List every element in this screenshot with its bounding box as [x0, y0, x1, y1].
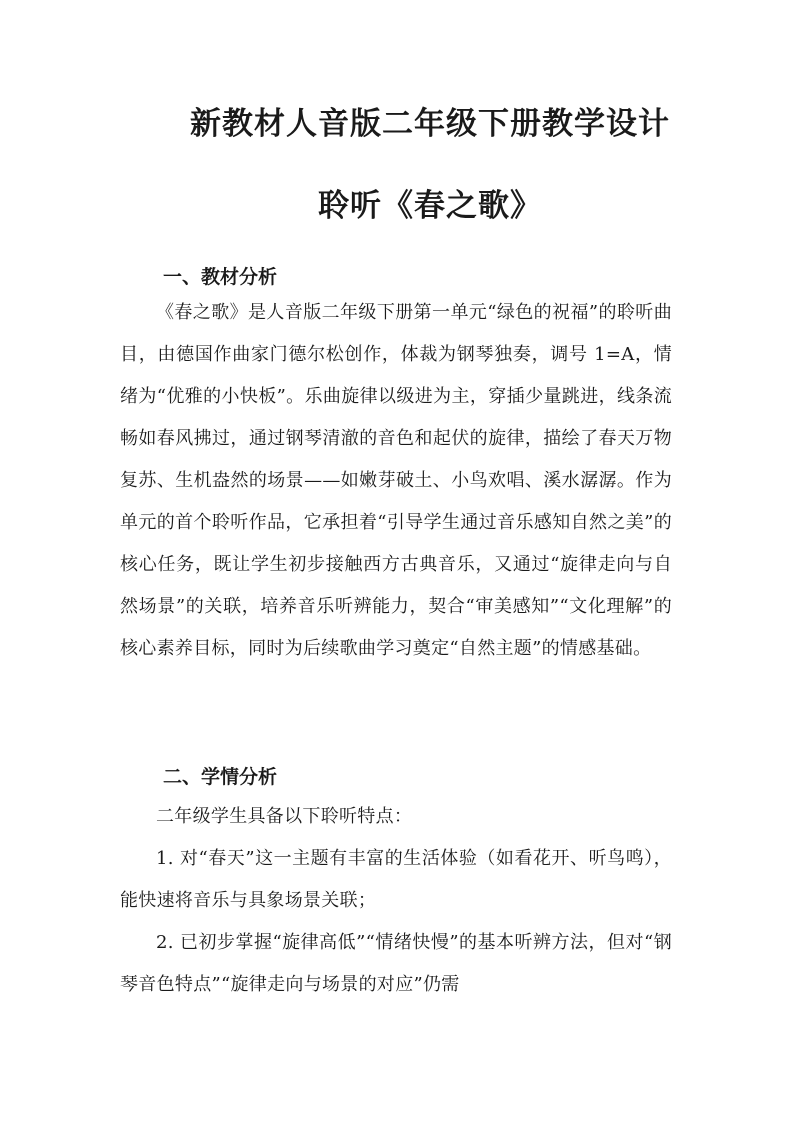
section-heading-student-analysis: 二、学情分析	[163, 766, 278, 788]
student-analysis-intro: 二年级学生具备以下聆听特点：	[156, 806, 413, 827]
document-subtitle: 聆听《春之歌》	[318, 188, 542, 224]
student-analysis-item-2: 2. 已初步掌握“旋律高低”“情绪快慢”的基本听辨方法，但对“钢琴音色特点”“旋律走向与场景的对应”仍需	[120, 932, 672, 995]
document-title: 新教材人音版二年级下册教学设计	[190, 106, 670, 142]
student-analysis-item-1: 1. 对“春天”这一主题有丰富的生活体验（如看花开、听鸟鸣），能快速将音乐与具象场景关联；	[120, 848, 672, 911]
material-analysis-paragraph: 《春之歌》是人音版二年级下册第一单元“绿色的祝福”的聆听曲目，由德国作曲家门德尔松创作，体裁为钢琴独奏，调号 1=A，情绪为“优雅的小快板”。乐曲旋律以级进为主，穿插少量跳进，线条流畅如春风拂过，通过钢琴清澈的音色和起伏的旋律，描绘了春天万物复苏、生机盎然的场景——如嫩芽破土、小鸟欢唱、溪水潺潺。作为单元的首个聆听作品，它承担着“引导学生通过音乐感知自然之美”的核心任务，既让学生初步接触西方古典音乐，又通过“旋律走向与自然场景”的关联，培养音乐听辨能力，契合“审美感知”“文化理解”的核心素养目标，同时为后续歌曲学习奠定“自然主题”的情感基础。	[120, 302, 672, 659]
section-heading-material-analysis: 一、教材分析	[163, 266, 278, 288]
